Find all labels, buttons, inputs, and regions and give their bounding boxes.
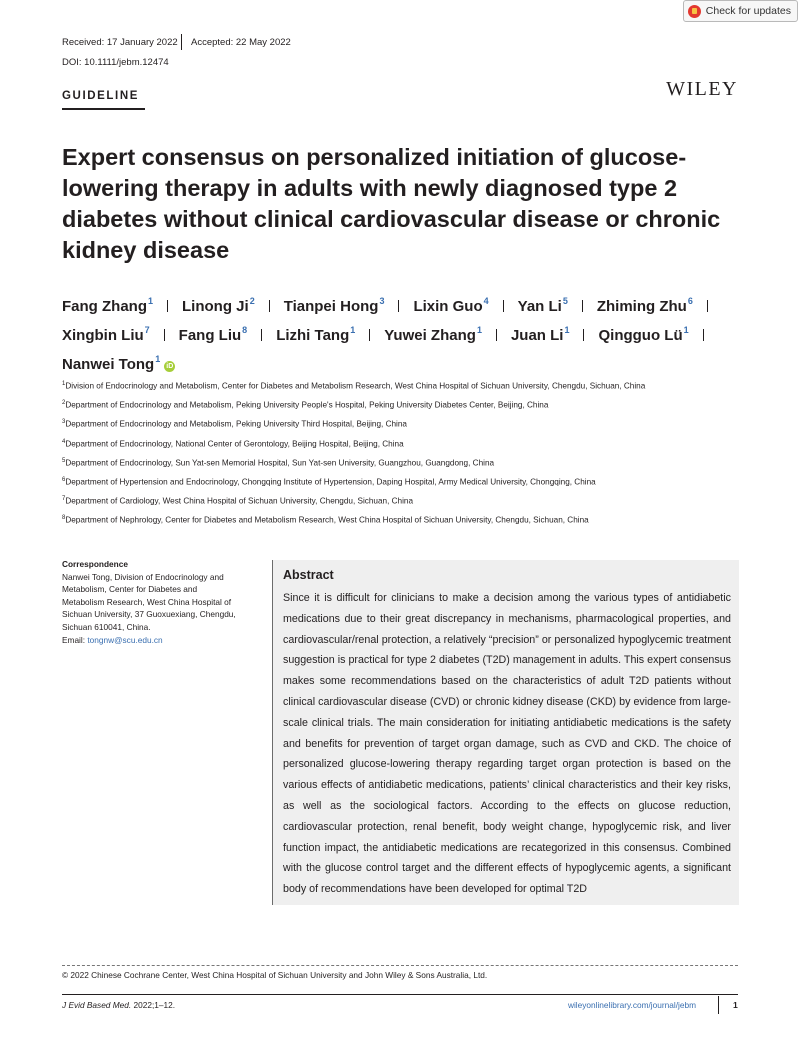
author-name[interactable] <box>62 290 153 319</box>
article-title: Expert consensus on personalized initiation of glucose-lowering therapy in adults with newly diagnosed type 2 diabetes without clinical cardiovascular disease or chronic kidney disease <box>62 144 721 263</box>
author-separator <box>707 300 708 312</box>
author-separator <box>369 329 370 341</box>
check-for-updates-button[interactable] <box>683 0 798 22</box>
author-name[interactable] <box>62 348 175 377</box>
author-separator <box>398 300 399 312</box>
abstract-text: Since it is difficult for clinicians to make a decision among the various types of antidiabetic medications due to their great discrepancy in mechanisms, pharmacological properties, and cardiovascular/renal protection, a relatively “precision” or personalized hypoglycemic treatment suggestion is practical for type 2 diabetes (T2D) management in adults. This expert consensus makes some recommendations based on the characteristics of adult T2D patients without clinical cardiovascular disease (CVD) or chronic kidney disease (CKD) by evidence from large-scale clinical trials. The main consideration for initiating antidiabetic medications is the safety and benefits for prevention of target organ damage, such as CVD and CKD. The choice of personalized glucose-lowering therapy regarding target organ protection is based on the various effects of antidiabetic medications, patients’ clinical characteristics and their key risks, as well as the sociological factors. According to the effects on glucose reduction, cardiovascular protection, renal benefit, body weight change, hypoglycemic risk, and liver function impact, the antidiabetic medications are recategorized in this consensus. Combined with the glucose control target and the different effects of hypoglycemic agents, a significant body of recommendations have been developed for optimal T2D <box>283 592 731 896</box>
author-affiliation-marker[interactable]: 1 <box>564 325 570 335</box>
author-affiliation-marker[interactable]: 2 <box>249 296 255 306</box>
correspondence <box>62 558 262 646</box>
correspondence-line: Sichuan 610041, China. <box>62 621 151 632</box>
section-label: GUIDELINE <box>62 90 140 102</box>
author-affiliation-marker[interactable]: 3 <box>379 296 385 306</box>
author-name[interactable] <box>384 319 482 348</box>
author-name[interactable] <box>598 319 688 348</box>
author-separator <box>503 300 504 312</box>
author-affiliation-marker[interactable]: 6 <box>687 296 693 306</box>
footer-divider <box>62 965 738 966</box>
author-name-text: Zhiming Zhu <box>596 298 687 315</box>
author-affiliation-marker[interactable]: 1 <box>350 325 356 335</box>
author-name-text: Yuwei Zhang <box>384 327 476 344</box>
check-for-updates-label: Check for updates <box>705 5 791 17</box>
doi: DOI: 10.1111/jebm.12474 <box>62 57 169 68</box>
affiliation-text: Department of Cardiology, West China Hospital of Sichuan University, Chengdu, Sichuan, China <box>65 496 414 506</box>
author-separator <box>703 329 704 341</box>
section-label-rule <box>62 108 145 110</box>
affiliation-number: 2 <box>62 400 66 407</box>
meta-divider <box>181 34 182 50</box>
correspondence-line: Nanwei Tong, Division of Endocrinology and <box>62 571 224 582</box>
author-name-text: Nanwei Tong <box>62 356 155 373</box>
author-separator <box>496 329 497 341</box>
author-name[interactable] <box>511 319 570 348</box>
author-name-text: Xingbin Liu <box>62 327 144 344</box>
author-affiliation-marker[interactable]: 5 <box>562 296 568 306</box>
author-affiliation-marker[interactable]: 8 <box>242 325 248 335</box>
author-affiliation-marker[interactable]: 1 <box>683 325 689 335</box>
affiliation-number: 4 <box>62 438 66 445</box>
author-name[interactable] <box>413 290 488 319</box>
crossmark-icon <box>688 5 701 18</box>
affiliation-list <box>62 381 762 535</box>
affiliation-text: Department of Endocrinology, Sun Yat-sen Memorial Hospital, Sun Yat-sen University, Guangzhou, Guangdong, China <box>65 458 495 468</box>
author-separator <box>583 329 584 341</box>
affiliation-text: Department of Endocrinology and Metabolism, Peking University People's Hospital, Peking University Diabetes Center, Beijing, China <box>65 400 549 410</box>
author-name-text: Fang Zhang <box>62 298 147 315</box>
abstract-heading: Abstract <box>283 568 334 582</box>
author-name-text: Linong Ji <box>182 298 249 315</box>
author-name-text: Lixin Guo <box>413 298 483 315</box>
orcid-icon[interactable]: iD <box>166 363 174 370</box>
author-affiliation-marker[interactable]: 1 <box>155 354 161 364</box>
footer-rule <box>62 994 738 995</box>
affiliation-text: Department of Hypertension and Endocrinology, Chongqing Institute of Hypertension, Daping Hospital, Army Medical University, Chongqing, China <box>65 477 596 487</box>
copyright: © 2022 Chinese Cochrane Center, West China Hospital of Sichuan University and John Wiley & Sons Australia, Ltd. <box>62 970 488 980</box>
affiliation-number: 5 <box>62 457 66 464</box>
author-name[interactable] <box>179 319 248 348</box>
author-name-text: Tianpei Hong <box>283 298 379 315</box>
publisher-logo: WILEY <box>666 78 738 100</box>
author-affiliation-marker[interactable]: 1 <box>476 325 482 335</box>
journal-citation <box>62 1000 175 1010</box>
author-name[interactable] <box>276 319 355 348</box>
affiliation <box>62 496 762 515</box>
author-affiliation-marker[interactable]: 4 <box>483 296 489 306</box>
affiliation-text: Department of Endocrinology and Metabolism, Peking University Third Hospital, Beijing, China <box>65 420 407 430</box>
author-affiliation-marker[interactable]: 7 <box>144 325 150 335</box>
affiliation-number: 8 <box>62 515 66 522</box>
affiliation <box>62 400 762 419</box>
affiliation-number: 3 <box>62 419 66 426</box>
affiliation <box>62 381 762 400</box>
author-affiliation-marker[interactable]: 1 <box>148 296 154 306</box>
affiliation-number: 1 <box>62 381 66 387</box>
correspondence-email-line <box>62 634 262 647</box>
received-date: Received: 17 January 2022 <box>62 37 178 48</box>
correspondence-line: Sichuan University, 37 Guoxuexiang, Chengdu, <box>62 609 236 620</box>
correspondence-line: Metabolism Research, West China Hospital of <box>62 596 232 607</box>
affiliation <box>62 477 762 496</box>
author-name[interactable] <box>518 290 568 319</box>
correspondence-line: Metabolism, Center for Diabetes and <box>62 584 198 595</box>
author-name[interactable] <box>182 290 255 319</box>
affiliation <box>62 439 762 458</box>
correspondence-address <box>62 571 262 634</box>
affiliation <box>62 419 762 438</box>
affiliation-text: Department of Nephrology, Center for Diabetes and Metabolism Research, West China Hospital of Sichuan University, Chengdu, Sichuan, China <box>65 516 589 526</box>
accepted-date: Accepted: 22 May 2022 <box>191 37 291 48</box>
email-label: Email: <box>62 634 88 645</box>
author-name-text: Yan Li <box>517 298 562 315</box>
page-number-divider <box>718 996 719 1014</box>
author-separator <box>269 300 270 312</box>
author-separator <box>261 329 262 341</box>
author-name[interactable] <box>597 290 693 319</box>
author-name-text: Lizhi Tang <box>276 327 350 344</box>
journal-url-link[interactable]: wileyonlinelibrary.com/journal/jebm <box>567 1000 696 1010</box>
abstract-box <box>272 560 739 905</box>
affiliation-number: 6 <box>62 476 66 483</box>
author-name[interactable] <box>62 319 150 348</box>
affiliation <box>62 458 762 477</box>
affiliation <box>62 515 762 534</box>
author-name-text: Juan Li <box>510 327 564 344</box>
author-name[interactable] <box>284 290 385 319</box>
correspondence-heading: Correspondence <box>62 559 128 569</box>
author-list <box>62 290 752 377</box>
journal-name: J Evid Based Med. <box>62 1000 132 1010</box>
author-separator <box>582 300 583 312</box>
author-separator <box>164 329 165 341</box>
author-name-text: Fang Liu <box>178 327 242 344</box>
email-link[interactable]: tongnw@scu.edu.cn <box>87 634 163 645</box>
citation-info: 2022;1–12. <box>131 1000 176 1010</box>
page-number: 1 <box>733 1000 738 1010</box>
affiliation-text: Division of Endocrinology and Metabolism, Center for Diabetes and Metabolism Research, West China Hospital of Sichuan University, Chengdu, Sichuan, China <box>65 381 646 391</box>
author-separator <box>167 300 168 312</box>
affiliation-number: 7 <box>62 496 66 503</box>
author-name-text: Qingguo Lü <box>598 327 683 344</box>
affiliation-text: Department of Endocrinology, National Center of Gerontology, Beijing Hospital, Beijing, China <box>65 439 404 449</box>
